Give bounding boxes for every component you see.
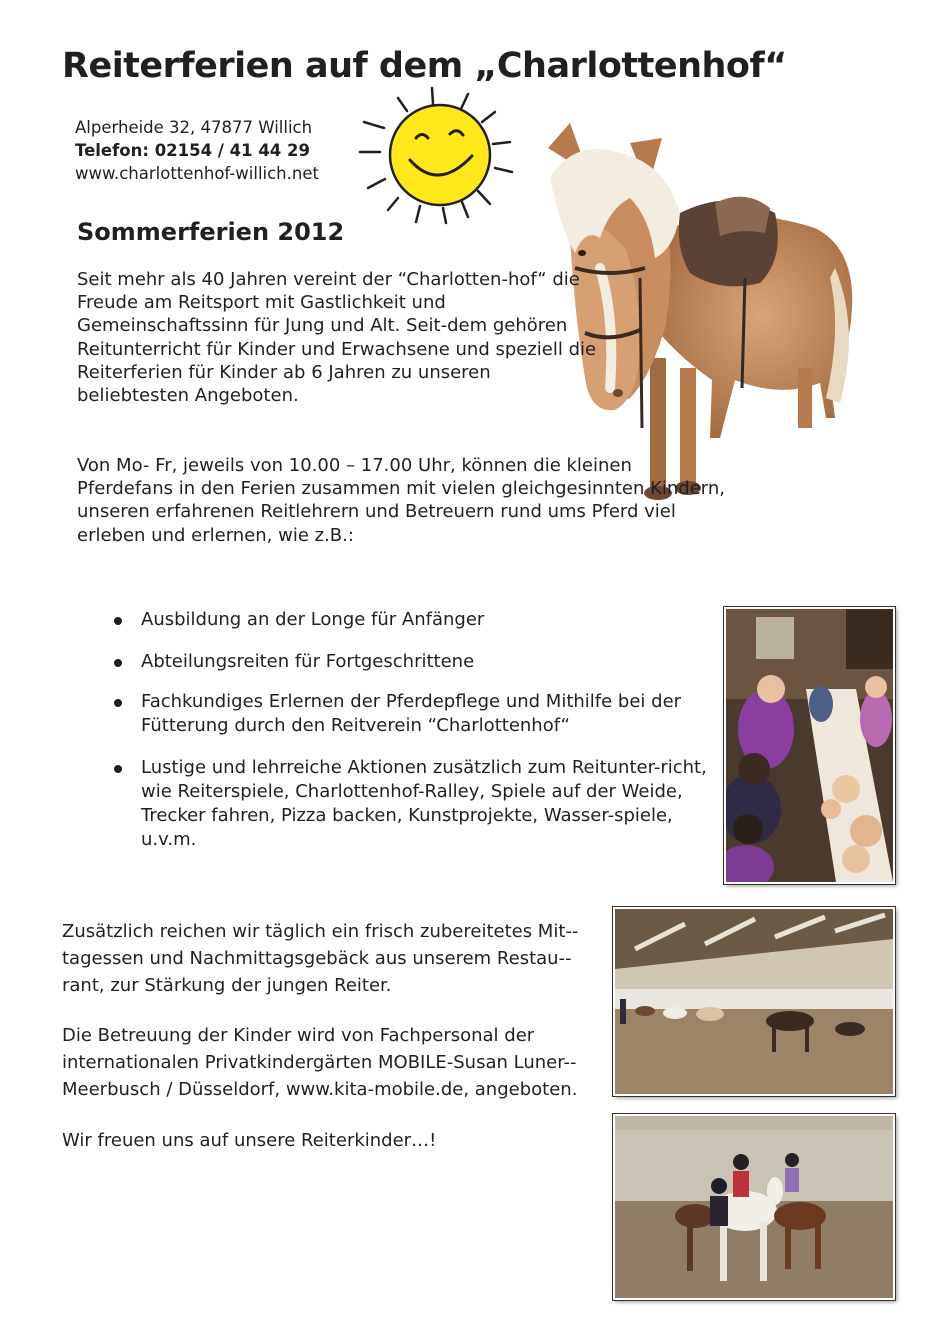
lunch-paragraph: Zusätzlich reichen wir täglich ein frisch zubereitetes Mit-tagessen und Nachmittagsgebäck aus unserem Restau-rant, zur Stärkung der jungen Reiter. [62,921,579,996]
address-block [75,116,319,185]
care-paragraph: Die Betreuung der Kinder wird von Fachpersonal der internationalen Privatkindergärten MOBILE-Susan Luner-Meerbusch / Düsseldorf, www.kita-mobile.de, angeboten. [62,1025,578,1100]
closing-text: Wir freuen uns auf unsere Reiterkinder…! [62,1130,437,1151]
bullet-icon [114,699,122,707]
activity-list [112,608,712,870]
sun-icon [350,80,530,230]
bullet-icon [114,659,122,667]
schedule-paragraph: Von Mo- Fr, jeweils von 10.00 – 17.00 Uhr, können die kleinen Pferdefans in den Ferien zusammen mit vielen gleichgesinnten Kindern, unseren erfahrenen Reitlehrern und Betreuern rund ums Pferd viel erleben und erlernen, wie z.B.: [77,455,726,546]
address-street: Alperheide 32, 47877 Willich [75,118,313,137]
list-item: Fachkundiges Erlernen der Pferdepflege und Mithilfe bei der Fütterung durch den Reitverein “Charlottenhof“ [112,690,712,738]
page-title: Reiterferien auf dem „Charlottenhof“ [62,46,787,86]
intro-paragraph: Seit mehr als 40 Jahren vereint der “Charlotten-hof“ die Freude am Reitsport mit Gastlichkeit und Gemeinschaftssinn für Jung und Alt. Seit-dem gehören Reitunterricht für Kinder und Erwachsene und speziell die Reiterferien für Kinder ab 6 Jahren zu unseren beliebtesten Angeboten. [77,269,597,407]
section-subtitle: Sommerferien 2012 [77,218,345,246]
list-item: Ausbildung an der Longe für Anfänger [112,608,712,632]
address-phone: Telefon: 02154 / 41 44 29 [75,141,310,160]
bullet-icon [114,617,122,625]
list-item: Lustige und lehrreiche Aktionen zusätzlich zum Reitunter-richt, wie Reiterspiele, Charlottenhof-Ralley, Spiele auf der Weide, Trecker fahren, Pizza backen, Kunstprojekte, Wasser-spiele, u.v.m. [112,756,712,852]
photo-riding-hall [613,907,895,1096]
bullet-icon [114,765,122,773]
photo-children-table [724,607,895,884]
list-item: Abteilungsreiten für Fortgeschrittene [112,650,712,674]
photo-kids-riding [613,1114,895,1300]
address-web: www.charlottenhof-willich.net [75,164,319,183]
